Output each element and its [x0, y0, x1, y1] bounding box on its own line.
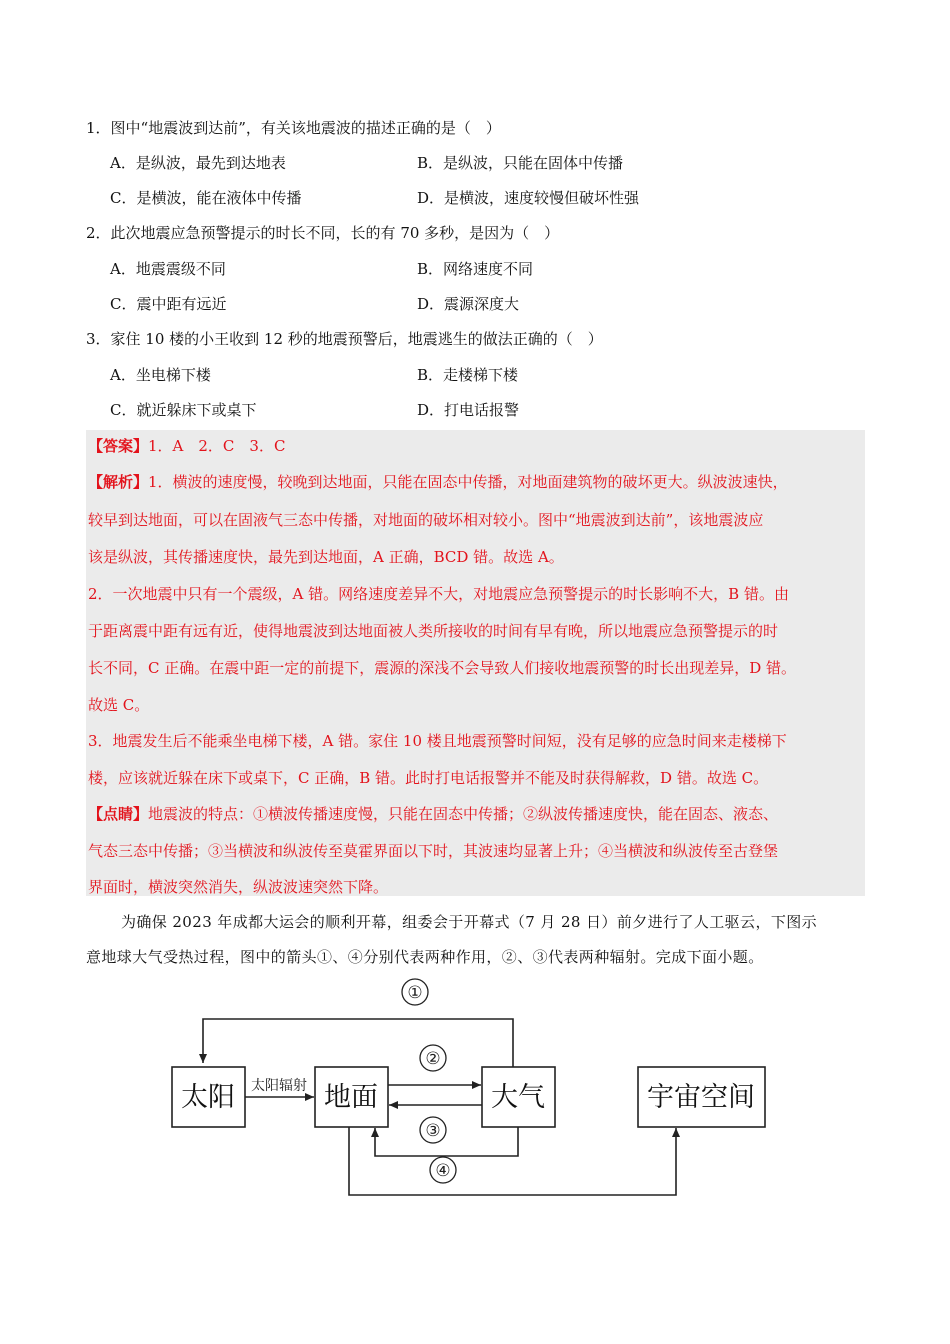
atmosphere-label: 大气	[491, 1082, 545, 1113]
space-label: 宇宙空间	[647, 1082, 755, 1113]
analysis-text: 1．横波的速度慢，较晚到达地面，只能在固态中传播，对地面建筑物的破坏更大。纵波波速快，	[148, 473, 788, 491]
analysis-tag: 【解析】	[88, 473, 149, 491]
ground-label: 地面	[324, 1082, 378, 1113]
analysis-line-7: 故选 C。	[88, 696, 150, 714]
intro-line-1: 为确保 2023 年成都大运会的顺利开幕，组委会于开幕式（7 月 28 日）前夕进行了人工驱云，下图示	[121, 913, 818, 931]
tip-text: 地震波的特点：①横波传播速度慢，只能在固态中传播；②纵波传播速度快，能在固态、液态、	[148, 805, 779, 823]
question-1-option-c: C．是横波，能在液体中传播	[110, 189, 302, 207]
question-3-option-c: C．就近躲床下或桌下	[110, 401, 257, 419]
tip-line-1	[88, 803, 778, 824]
question-3-option-d: D．打电话报警	[417, 401, 520, 419]
question-3-option-b: B．走楼梯下楼	[417, 366, 519, 384]
question-1-stem: 1．图中“地震波到达前”，有关该地震波的描述正确的是（ ）	[86, 119, 501, 137]
question-2-stem: 2．此次地震应急预警提示的时长不同，长的有 70 多秒，是因为（ ）	[86, 224, 560, 242]
tip-line-3: 界面时，横波突然消失，纵波波速突然下降。	[88, 878, 389, 896]
question-2-option-d: D．震源深度大	[417, 295, 520, 313]
tip-tag: 【点睛】	[88, 805, 149, 823]
analysis-line-5: 于距离震中距有远有近，使得地震波到达地面被人类所接收的时间有早有晚，所以地震应急预警提示的时	[88, 622, 779, 640]
question-1-option-b: B．是纵波，只能在固体中传播	[417, 154, 624, 172]
question-2-option-c: C．震中距有远近	[110, 295, 227, 313]
question-1-option-d: D．是横波，速度较慢但破坏性强	[417, 189, 640, 207]
answer-text: 1．A 2．C 3．C	[148, 437, 286, 455]
answer-line	[88, 435, 285, 456]
analysis-line-9: 楼，应该就近躲在床下或桌下，C 正确，B 错。此时打电话报警并不能及时获得解救，D 错。故选 C。	[88, 769, 769, 787]
solar-radiation-label: 太阳辐射	[251, 1078, 307, 1094]
analysis-line-8: 3．地震发生后不能乘坐电梯下楼，A 错。家住 10 楼且地震预警时间短，没有足够的应急时间来走楼梯下	[88, 732, 787, 750]
intro-line-2: 意地球大气受热过程，图中的箭头①、④分别代表两种作用，②、③代表两种辐射。完成下面小题。	[86, 948, 764, 966]
analysis-line-6: 长不同，C 正确。在震中距一定的前提下，震源的深浅不会导致人们接收地震预警的时长出现差异，D 错。	[88, 659, 797, 677]
analysis-line-2: 较早到达地面，可以在固液气三态中传播，对地面的破坏相对较小。图中“地震波到达前”，该地震波应	[88, 511, 764, 529]
label-one: ①	[407, 983, 423, 1003]
question-2-option-b: B．网络速度不同	[417, 260, 534, 278]
label-four: ④	[435, 1161, 451, 1181]
atmosphere-heating-diagram	[160, 975, 780, 1205]
question-3-option-a: A．坐电梯下楼	[110, 366, 211, 384]
analysis-line-4: 2．一次地震中只有一个震级，A 错。网络速度差异不大，对地震应急预警提示的时长影响不大，B 错。由	[88, 585, 789, 603]
sun-label: 太阳	[181, 1082, 235, 1113]
analysis-line-1	[88, 471, 788, 492]
analysis-line-3: 该是纵波，其传播速度快，最先到达地面，A 正确，BCD 错。故选 A。	[88, 548, 564, 566]
question-2-option-a: A．地震震级不同	[110, 260, 226, 278]
tip-line-2: 气态三态中传播；③当横波和纵波传至莫霍界面以下时，其波速均显著上升；④当横波和纵波传至古登堡	[88, 842, 779, 860]
question-1-option-a: A．是纵波，最先到达地表	[110, 154, 286, 172]
question-3-stem: 3．家住 10 楼的小王收到 12 秒的地震预警后，地震逃生的做法正确的（ ）	[86, 330, 603, 348]
label-three: ③	[425, 1121, 441, 1141]
label-two: ②	[425, 1049, 441, 1069]
arrow-four	[349, 1127, 676, 1195]
answer-tag: 【答案】	[88, 437, 149, 455]
